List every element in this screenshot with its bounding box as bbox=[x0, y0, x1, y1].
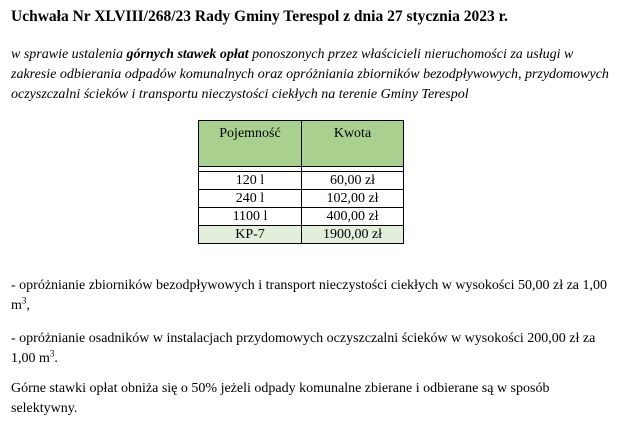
intro-text-end: ponoszonych przez właścicieli nieruchomości za usługi w zakresie odbierania odpadów komunalnych oraz opróżniania zbiorników bezodpływowych, przydomowych oczyszczalni ścieków i transportu nieczystości ciekłych na terenie Gminy Terespol bbox=[11, 47, 609, 102]
superscript: 3 bbox=[21, 295, 27, 306]
superscript: 3 bbox=[49, 348, 55, 359]
header-capacity: Pojemność bbox=[199, 121, 302, 167]
document-title: Uchwała Nr XLVIII/268/23 Rady Gminy Terespol z dnia 27 stycznia 2023 r. bbox=[11, 8, 508, 25]
resolution-subject bbox=[11, 45, 609, 105]
header-amount: Kwota bbox=[302, 121, 404, 167]
amount-cell: 1900,00 zł bbox=[302, 226, 404, 244]
treatment-plant-fee-paragraph bbox=[11, 329, 611, 369]
paragraph-text: - opróżnianie zbiorników bezodpływowych i transport nieczystości ciekłych w wysokości 50,00 zł za 1,00 m bbox=[11, 278, 608, 313]
paragraph-text: Górne stawki opłat obniża się o 50% jeżeli odpady komunalne zbierane i odbierane są w sposób selektywny. bbox=[11, 381, 550, 416]
fee-table bbox=[198, 120, 404, 244]
intro-text-bold: górnych stawek opłat bbox=[126, 47, 249, 62]
amount-cell: 102,00 zł bbox=[302, 190, 404, 208]
discount-paragraph bbox=[11, 379, 611, 419]
document bbox=[11, 7, 611, 105]
paragraph-text: - opróżnianie osadników w instalacjach przydomowych oczyszczalni ścieków w wysokości 200,00 zł za 1,00 m bbox=[11, 331, 596, 366]
table-row bbox=[199, 190, 404, 208]
capacity-cell: 1100 l bbox=[199, 208, 302, 226]
intro-text-start: w sprawie ustalenia bbox=[11, 47, 127, 62]
table-row bbox=[199, 172, 404, 190]
amount-cell: 400,00 zł bbox=[302, 208, 404, 226]
fee-table-header-row bbox=[199, 121, 404, 167]
table-row bbox=[199, 226, 404, 244]
septic-tank-fee-paragraph bbox=[11, 276, 611, 316]
paragraph-suffix: , bbox=[26, 298, 30, 313]
capacity-cell: 240 l bbox=[199, 190, 302, 208]
amount-cell: 60,00 zł bbox=[302, 172, 404, 190]
table-row bbox=[199, 208, 404, 226]
paragraph-suffix: . bbox=[54, 351, 58, 366]
capacity-cell: 120 l bbox=[199, 172, 302, 190]
capacity-cell: KP-7 bbox=[199, 226, 302, 244]
